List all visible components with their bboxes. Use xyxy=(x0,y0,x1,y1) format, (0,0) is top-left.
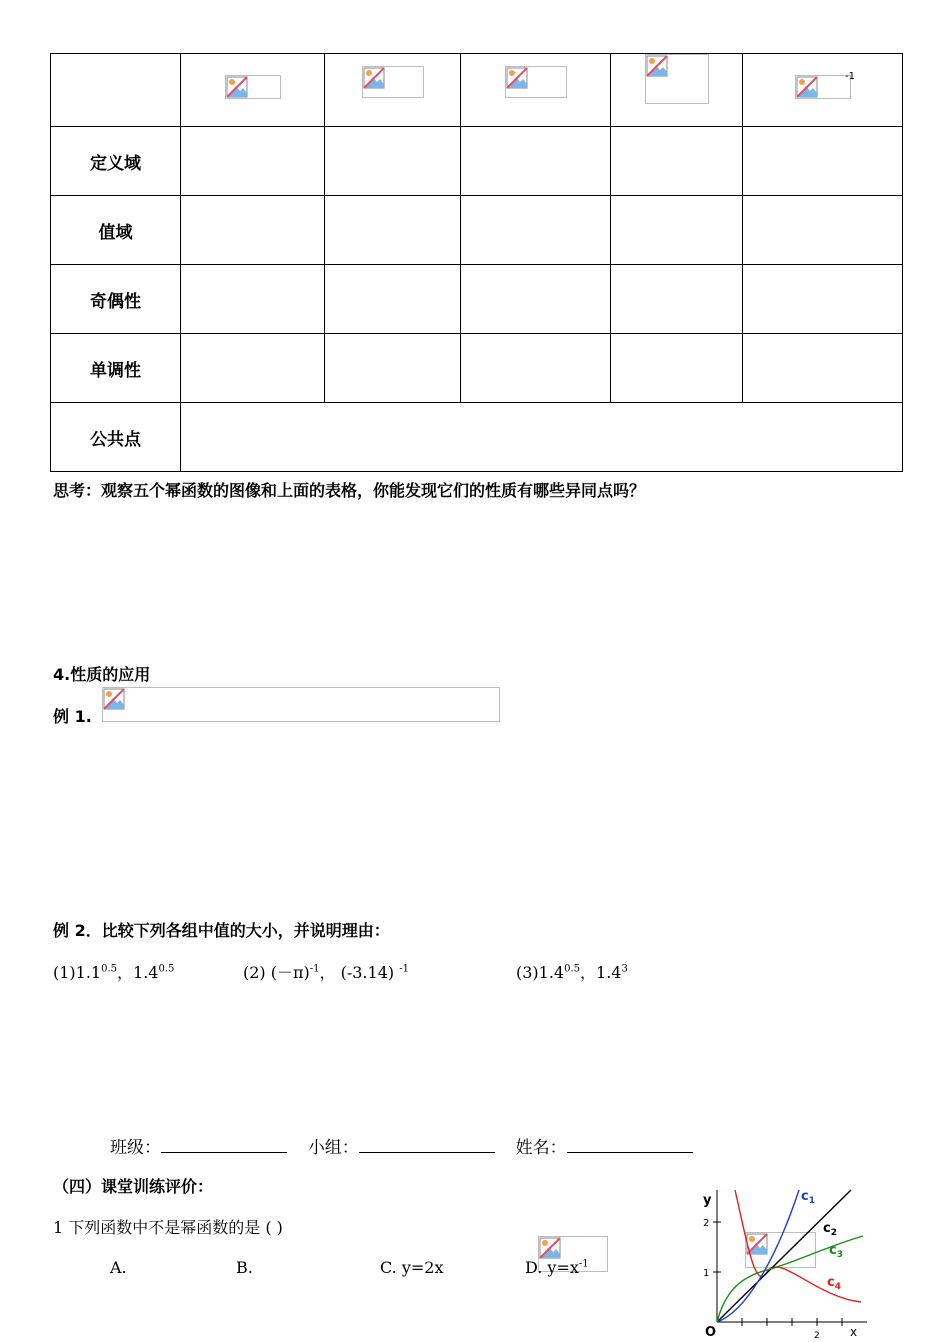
origin-label: O xyxy=(705,1325,717,1340)
item-text: (2) (－π) xyxy=(243,963,310,982)
row-label: 值域 xyxy=(51,196,181,265)
table-cell[interactable] xyxy=(743,127,903,196)
table-corner-cell xyxy=(51,54,181,127)
table-header-row xyxy=(51,54,903,127)
table-cell[interactable] xyxy=(181,334,325,403)
section-4-heading: 4.性质的应用 xyxy=(53,665,151,684)
table-row xyxy=(51,403,903,472)
group-field[interactable] xyxy=(359,1136,495,1153)
think-question: 思考：观察五个幂函数的图像和上面的表格，你能发现它们的性质有哪些异同点吗？ xyxy=(53,481,646,500)
table-cell[interactable] xyxy=(461,127,611,196)
header-cell-5 xyxy=(743,54,903,127)
table-row xyxy=(51,265,903,334)
row-label: 定义域 xyxy=(51,127,181,196)
item-exponent: -1 xyxy=(399,963,409,975)
y-tick-label: 2 xyxy=(703,1218,710,1229)
class-field[interactable] xyxy=(161,1136,287,1153)
table-cell[interactable] xyxy=(611,196,743,265)
table-cell[interactable] xyxy=(325,334,461,403)
option-c: C. y=2x xyxy=(380,1258,444,1277)
header-cell-2 xyxy=(325,54,461,127)
table-cell[interactable] xyxy=(743,196,903,265)
curve-name: c xyxy=(801,1189,809,1204)
header-cell-4 xyxy=(611,54,743,127)
x-tick-label: 2 xyxy=(814,1331,820,1340)
broken-image-icon xyxy=(795,75,851,99)
broken-image-icon xyxy=(225,75,281,99)
y-axis-label: y xyxy=(703,1193,712,1208)
y-tick-label: 1 xyxy=(703,1268,710,1279)
item-exponent: 0.5 xyxy=(564,963,581,975)
item-text: ，1.4 xyxy=(580,963,622,982)
item-text: ，1.4 xyxy=(117,963,159,982)
name-field[interactable] xyxy=(567,1136,693,1153)
table-cell[interactable] xyxy=(611,265,743,334)
example-2-item-2 xyxy=(243,960,409,983)
curve-sub: 4 xyxy=(834,1282,841,1292)
table-cell[interactable] xyxy=(611,334,743,403)
curve-name: c xyxy=(829,1243,837,1258)
table-cell[interactable] xyxy=(611,127,743,196)
table-row xyxy=(51,196,903,265)
student-info-form xyxy=(110,1133,693,1158)
broken-image-icon xyxy=(103,688,125,710)
item-exponent: 0.5 xyxy=(158,963,175,975)
x-axis-label: x xyxy=(850,1325,858,1339)
table-cell[interactable] xyxy=(181,265,325,334)
curve-name: c xyxy=(827,1275,835,1290)
item-exponent: 0.5 xyxy=(101,963,118,975)
item-exponent: -1 xyxy=(309,963,320,975)
example-2-item-1 xyxy=(53,960,174,983)
table-cell[interactable] xyxy=(461,334,611,403)
option-b-label: B. xyxy=(236,1258,253,1277)
curve-label-c2 xyxy=(823,1221,837,1238)
item-exponent: 3 xyxy=(621,963,628,975)
table-row xyxy=(51,334,903,403)
curve-label-c3 xyxy=(829,1243,843,1260)
item-text: (3)1.4 xyxy=(516,963,565,982)
table-cell[interactable] xyxy=(743,334,903,403)
section-four-heading: （四）课堂训练评价： xyxy=(53,1177,214,1196)
example-2-item-3 xyxy=(516,960,628,983)
option-a-label: A. xyxy=(110,1258,127,1277)
table-row xyxy=(51,127,903,196)
row-label: 公共点 xyxy=(51,403,181,472)
table-cell-merged[interactable] xyxy=(181,403,903,472)
question-1-stem: 1 下列函数中不是幂函数的是 ( ) xyxy=(53,1218,283,1237)
curve-sub: 1 xyxy=(808,1196,815,1206)
curve-label-c1 xyxy=(801,1189,815,1206)
broken-image-icon xyxy=(505,66,567,98)
table-cell[interactable] xyxy=(325,196,461,265)
class-label: 班级： xyxy=(110,1138,161,1158)
example-1-image xyxy=(102,687,500,722)
curve-sub: 2 xyxy=(830,1228,837,1238)
item-text: ， (-3.14) xyxy=(319,963,400,982)
table-cell[interactable] xyxy=(461,265,611,334)
row-label: 奇偶性 xyxy=(51,265,181,334)
item-text: (1)1.1 xyxy=(53,963,102,982)
table-cell[interactable] xyxy=(461,196,611,265)
power-function-graph xyxy=(695,1182,870,1340)
example-1-label: 例 1. xyxy=(53,707,92,726)
option-d-exponent: -1 xyxy=(578,1258,589,1270)
curve-c1 xyxy=(717,1190,799,1322)
table-cell[interactable] xyxy=(181,127,325,196)
curve-name: c xyxy=(823,1221,831,1236)
curve-sub: 3 xyxy=(836,1250,843,1260)
header-cell-3 xyxy=(461,54,611,127)
broken-image-icon xyxy=(645,54,709,104)
broken-image-icon xyxy=(362,66,424,98)
header-exponent: -1 xyxy=(845,71,855,82)
table-cell[interactable] xyxy=(325,127,461,196)
option-d-text: D. y=x xyxy=(525,1258,579,1277)
example-2-title: 例 2．比较下列各组中值的大小，并说明理由： xyxy=(53,921,390,940)
header-cell-1 xyxy=(181,54,325,127)
curve-label-c4 xyxy=(827,1275,841,1292)
name-label: 姓名： xyxy=(515,1138,567,1158)
option-d xyxy=(525,1258,589,1277)
properties-table xyxy=(50,53,903,472)
curve-c3 xyxy=(717,1236,863,1322)
table-cell[interactable] xyxy=(181,196,325,265)
table-cell[interactable] xyxy=(325,265,461,334)
group-label: 小组： xyxy=(307,1138,359,1158)
row-label: 单调性 xyxy=(51,334,181,403)
table-cell[interactable] xyxy=(743,265,903,334)
broken-image-icon xyxy=(539,1237,561,1259)
